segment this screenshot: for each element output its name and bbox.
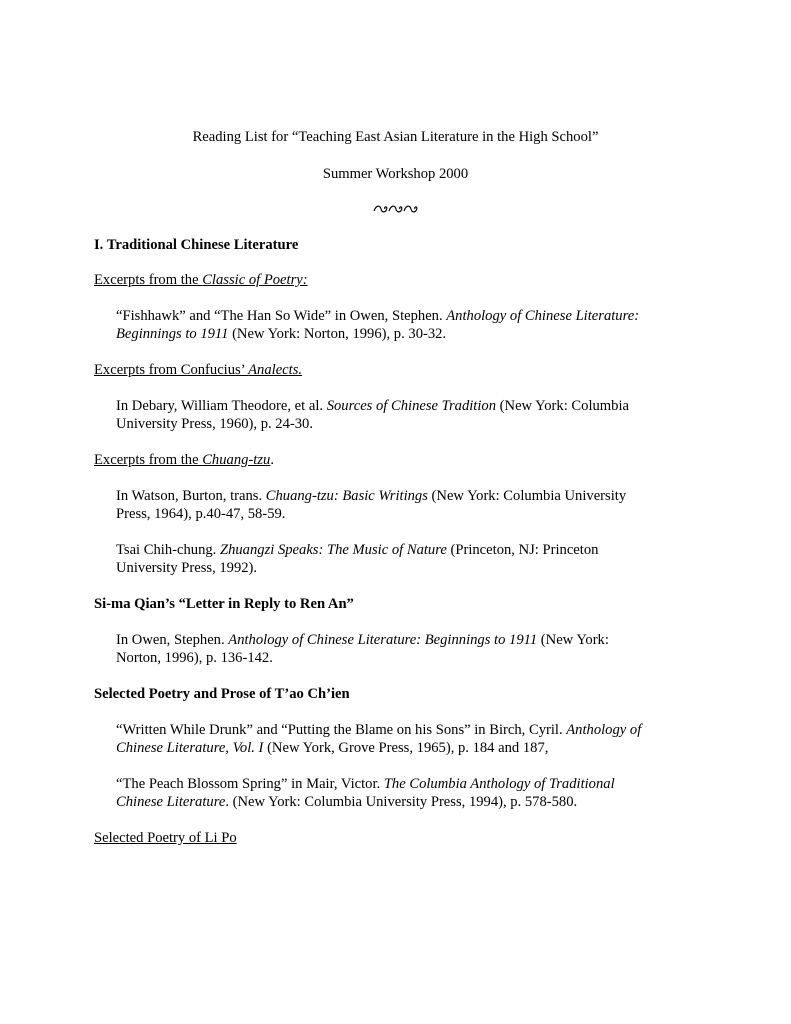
- subheading-sima-qian: Si-ma Qian’s “Letter in Reply to Ren An”: [94, 596, 354, 612]
- subheading-li-po: Selected Poetry of Li Po: [94, 830, 237, 846]
- citation-tsai-chih-chung: Tsai Chih-chung. Zhuangzi Speaks: The Music of Nature (Princeton, NJ: Princeton University Press, 1992).: [116, 542, 599, 576]
- section-heading-traditional-chinese: I. Traditional Chinese Literature: [94, 237, 299, 253]
- citation-debary: In Debary, William Theodore, et al. Sources of Chinese Tradition (New York: Columbia University Press, 1960), p. 24-30.: [116, 398, 629, 432]
- subheading-chuang-tzu: Excerpts from the Chuang-tzu.: [94, 452, 274, 468]
- subheading-classic-of-poetry: Excerpts from the Classic of Poetry:: [94, 272, 308, 288]
- citation-mair: “The Peach Blossom Spring” in Mair, Victor. The Columbia Anthology of Traditional Chinese Literature. (New York: Columbia University Press, 1994), p. 578-580.: [116, 776, 615, 810]
- subheading-tao-chien: Selected Poetry and Prose of T’ao Ch’ien: [94, 686, 350, 702]
- document-title: Reading List for “Teaching East Asian Literature in the High School”: [192, 129, 599, 145]
- citation-fishhawk: “Fishhawk” and “The Han So Wide” in Owen, Stephen. Anthology of Chinese Literature: Beginnings to 1911 (New York: Norton, 1996), p. 30-32.: [116, 308, 640, 342]
- document-subtitle: Summer Workshop 2000: [322, 166, 469, 182]
- citation-owen-anthology: In Owen, Stephen. Anthology of Chinese Literature: Beginnings to 1911 (New York: Norton, 1996), p. 136-142.: [116, 632, 609, 666]
- citation-watson: In Watson, Burton, trans. Chuang-tzu: Basic Writings (New York: Columbia University Press, 1964), p.40-47, 58-59.: [116, 488, 627, 522]
- ornament-flourish-icon: [0, 199, 791, 217]
- citation-birch: “Written While Drunk” and “Putting the Blame on his Sons” in Birch, Cyril. Anthology of Chinese Literature, Vol. I (New York, Grove Press, 1965), p. 184 and 187,: [116, 722, 642, 756]
- subheading-analects: Excerpts from Confucius’ Analects.: [94, 362, 303, 378]
